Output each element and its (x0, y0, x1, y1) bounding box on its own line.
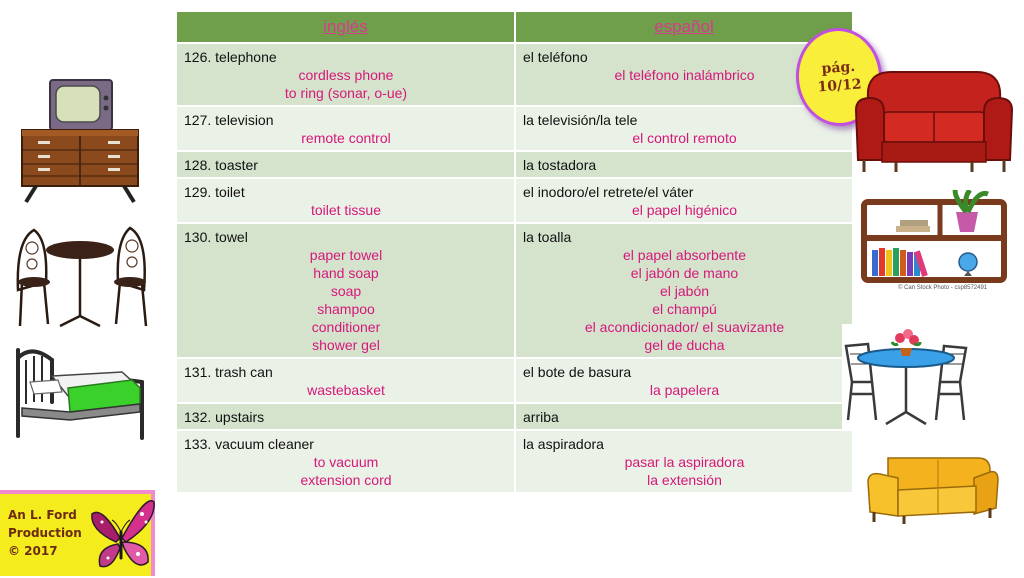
vocab-subterm: el champú (652, 301, 717, 317)
vocab-term: el inodoro/el retrete/el váter (523, 184, 694, 200)
vocab-term: la aspiradora (523, 436, 604, 452)
vocab-subterm: la extensión (647, 472, 722, 488)
spanish-cell (515, 178, 853, 223)
english-cell (177, 223, 515, 358)
credit-production: Production (8, 526, 82, 540)
vocabulary-table (177, 12, 854, 494)
spanish-cell (515, 106, 853, 151)
cafe-table-chairs-icon (14, 220, 150, 328)
spanish-cell (515, 403, 853, 430)
table-row (177, 106, 853, 151)
vocab-term: 133. vacuum cleaner (184, 436, 314, 452)
credit-year: © 2017 (8, 544, 58, 558)
vocab-term: 131. trash can (184, 364, 273, 380)
vocab-term: el bote de basura (523, 364, 632, 380)
vocab-term: la televisión/la tele (523, 112, 638, 128)
vocab-subterm: el jabón de mano (630, 265, 739, 281)
table-row (177, 403, 853, 430)
vocab-subterm: conditioner (311, 319, 381, 335)
vocab-subterm: cordless phone (298, 67, 394, 83)
english-cell (177, 358, 515, 403)
vocab-subterm: remote control (301, 130, 391, 146)
vocab-subterm: paper towel (309, 247, 383, 263)
vocab-term: la tostadora (523, 157, 597, 173)
red-sofa-icon (852, 68, 1016, 176)
vocab-term: arriba (523, 409, 559, 425)
credit-author: An L. Ford (8, 508, 77, 522)
spanish-cell (515, 223, 853, 358)
vocab-term: 130. towel (184, 229, 248, 245)
vocab-subterm: extension cord (300, 472, 392, 488)
vocab-subterm: el jabón (659, 283, 710, 299)
patio-table-icon (842, 324, 970, 430)
table-row (177, 430, 853, 493)
bookshelf-caption: © Can Stock Photo - csp8572491 (898, 285, 988, 291)
vocab-term: 127. television (184, 112, 274, 128)
vocab-subterm: gel de ducha (644, 337, 725, 353)
vocab-term: 128. toaster (184, 157, 258, 173)
english-cell (177, 430, 515, 493)
vocab-term: la toalla (523, 229, 572, 245)
vocab-subterm: shower gel (312, 337, 380, 353)
vocab-subterm: shampoo (317, 301, 375, 317)
spanish-cell (515, 151, 853, 178)
english-cell (177, 43, 515, 106)
vocab-term: 132. upstairs (184, 409, 265, 425)
page-badge-number: 10/12 (817, 76, 863, 96)
english-cell (177, 106, 515, 151)
vocab-subterm: el acondicionador/ el suavizante (584, 319, 785, 335)
bookshelf-icon (860, 190, 1008, 284)
page-badge-label: pág. (821, 58, 856, 78)
vocab-subterm: wastebasket (307, 382, 385, 398)
butterfly-icon (86, 492, 156, 578)
vocab-subterm: toilet tissue (310, 202, 382, 218)
english-cell (177, 403, 515, 430)
vocab-subterm: el papel absorbente (623, 247, 746, 263)
vocab-subterm: el papel higénico (631, 202, 738, 218)
spanish-cell (515, 358, 853, 403)
table-row (177, 151, 853, 178)
vocab-subterm: el teléfono inalámbrico (614, 67, 755, 83)
vocab-subterm: to vacuum (313, 454, 379, 470)
table-row (177, 43, 853, 106)
english-cell (177, 151, 515, 178)
header-english: inglés (177, 12, 515, 43)
tv-dresser-icon (18, 78, 142, 204)
vocab-subterm: to ring (sonar, o-ue) (284, 85, 408, 101)
vocab-subterm: la papelera (649, 382, 720, 398)
bed-icon (12, 342, 148, 440)
table-row (177, 358, 853, 403)
vocab-term: el teléfono (523, 49, 588, 65)
header-spanish: español (515, 12, 853, 43)
table-row (177, 223, 853, 358)
vocab-term: 129. toilet (184, 184, 245, 200)
vocab-subterm: hand soap (313, 265, 379, 281)
vocab-subterm: pasar la aspiradora (624, 454, 745, 470)
table-header-row (177, 12, 853, 43)
table-row (177, 178, 853, 223)
english-cell (177, 178, 515, 223)
vocab-subterm: soap (330, 283, 362, 299)
yellow-sofa-icon (864, 452, 1000, 526)
vocab-term: 126. telephone (184, 49, 277, 65)
vocab-subterm: el control remoto (632, 130, 737, 146)
credit-box (0, 490, 155, 576)
table-body (177, 43, 853, 493)
credit-text (8, 506, 90, 560)
spanish-cell (515, 430, 853, 493)
